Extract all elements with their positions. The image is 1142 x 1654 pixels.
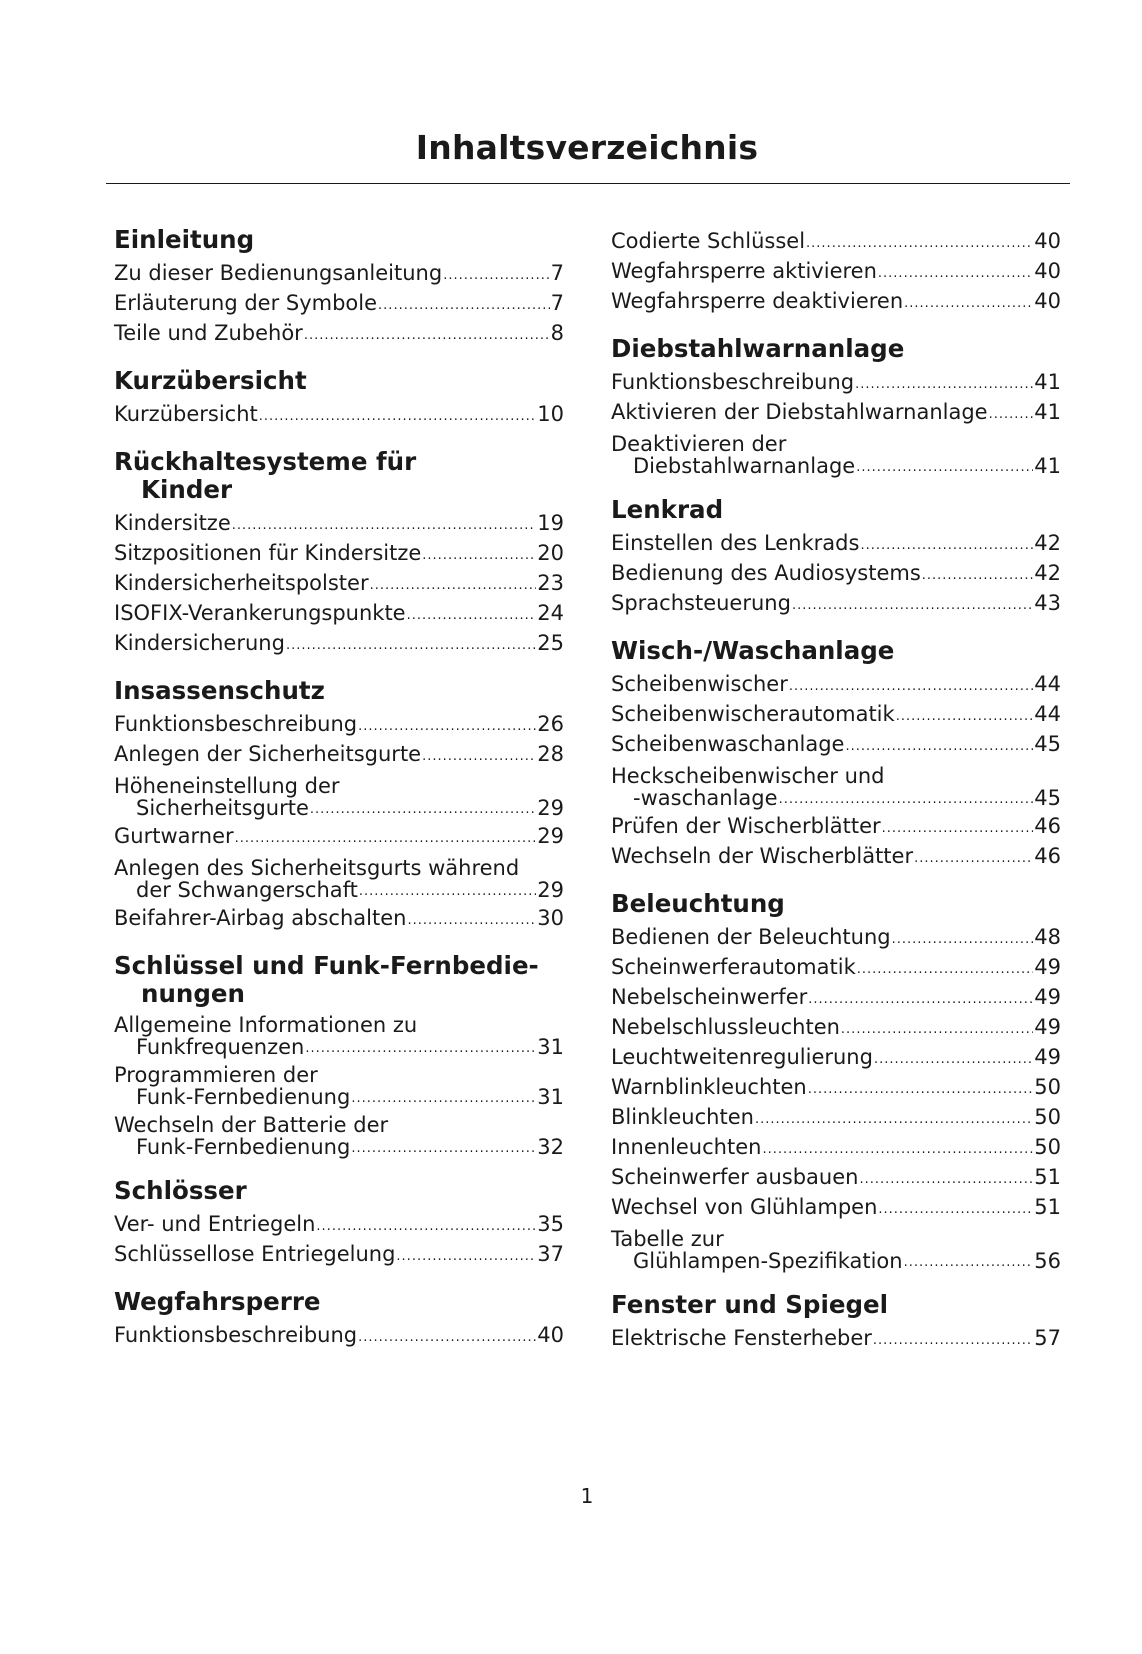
dot-leader (874, 1048, 1033, 1072)
toc-entry-label: Nebelscheinwerfer (611, 985, 808, 1009)
toc-entry-label: Kurzübersicht (114, 402, 258, 426)
dot-leader (422, 745, 536, 769)
toc-entry-page: 45 (1034, 786, 1061, 810)
toc-entry-label: Funktionsbeschreibung (114, 712, 358, 736)
section-heading-text: Wisch-/Waschanlage (611, 636, 895, 665)
dot-leader (779, 791, 1034, 809)
toc-entry-page: 40 (1034, 259, 1061, 283)
toc-entry[interactable] (611, 1012, 1061, 1042)
toc-entry-page: 29 (537, 824, 564, 848)
toc-entry-line (611, 787, 1061, 809)
toc-entry-page: 7 (550, 291, 564, 315)
toc-entry-label: Leuchtweitenregulierung (611, 1045, 873, 1069)
toc-entry-label: Kindersitze (114, 511, 231, 535)
toc-entry-page: 8 (550, 321, 564, 345)
toc-entry-page: 31 (537, 1085, 564, 1109)
toc-entry-label: Heckscheibenwischer und (611, 764, 885, 788)
toc-column-right (611, 226, 1061, 1372)
toc-entry-page: 48 (1034, 925, 1061, 949)
toc-entry-label: Anlegen des Sicherheitsgurts während (114, 856, 520, 880)
toc-entry-label: Scheibenwischerautomatik (611, 702, 895, 726)
section-heading-continued: Kinder (141, 475, 233, 504)
dot-leader (878, 262, 1033, 286)
toc-entry-label: Sitzpositionen für Kindersitze (114, 541, 422, 565)
dot-leader (896, 705, 1034, 729)
section-heading-continued: nungen (141, 979, 245, 1008)
toc-section (114, 448, 564, 658)
toc-entry-page: 42 (1034, 531, 1061, 555)
toc-entry[interactable] (611, 397, 1061, 427)
toc-entry-label: Elektrische Fensterheber (611, 1326, 872, 1350)
toc-entry-page: 49 (1034, 985, 1061, 1009)
toc-entry-page: 50 (1034, 1105, 1061, 1129)
toc-entry-page: 46 (1034, 844, 1061, 868)
toc-entry[interactable] (611, 433, 1061, 477)
section-heading (114, 677, 564, 705)
section-heading (114, 1177, 564, 1205)
toc-entry[interactable] (611, 256, 1061, 286)
toc-entry[interactable] (611, 1323, 1061, 1353)
toc-entry[interactable] (611, 669, 1061, 699)
dot-leader (407, 604, 537, 628)
toc-entry-page: 44 (1034, 702, 1061, 726)
toc-entry-page: 46 (1034, 814, 1061, 838)
section-heading-text: Rückhaltesysteme für (114, 447, 417, 476)
toc-entry[interactable] (114, 709, 564, 739)
dot-leader (922, 564, 1034, 588)
toc-section (611, 890, 1061, 1272)
toc-entry-page: 30 (537, 906, 564, 930)
dot-leader (860, 534, 1033, 558)
toc-entry[interactable] (611, 367, 1061, 397)
toc-section (114, 226, 564, 348)
toc-entry[interactable] (611, 1162, 1061, 1192)
dot-leader (841, 1018, 1033, 1042)
toc-entry-label-continued: Funkfrequenzen (136, 1035, 305, 1059)
toc-entry-label: Aktivieren der Diebstahlwarnanlage (611, 400, 988, 424)
toc-entry-line (114, 1036, 564, 1058)
toc-entry-label: Warnblinkleuchten (611, 1075, 807, 1099)
toc-entry[interactable] (611, 1042, 1061, 1072)
dot-leader (304, 324, 550, 348)
dot-leader (808, 1078, 1034, 1102)
toc-entry-page: 40 (537, 1323, 564, 1347)
toc-entry-page: 50 (1034, 1075, 1061, 1099)
page-title: Inhaltsverzeichnis (415, 128, 759, 167)
toc-entry-page: 43 (1034, 591, 1061, 615)
toc-entry-page: 20 (537, 541, 564, 565)
dot-leader (792, 594, 1033, 618)
dot-leader (904, 1254, 1034, 1272)
toc-entry-page: 29 (537, 796, 564, 820)
toc-entry-line (611, 455, 1061, 477)
toc-entry[interactable] (114, 258, 564, 288)
toc-section (114, 367, 564, 429)
dot-leader (310, 801, 536, 819)
toc-entry[interactable] (611, 765, 1061, 809)
dot-leader (873, 1329, 1033, 1353)
toc-entry[interactable] (114, 821, 564, 851)
section-heading (114, 226, 564, 254)
toc-section (611, 335, 1061, 477)
section-heading (611, 335, 1061, 363)
toc-entry[interactable] (611, 952, 1061, 982)
toc-entry-page: 45 (1034, 732, 1061, 756)
dot-leader (755, 1108, 1033, 1132)
title-divider (106, 183, 1070, 184)
dot-leader (358, 715, 536, 739)
toc-entry-label-continued: Funk-Fernbedienung (136, 1135, 351, 1159)
toc-entry-label: Funktionsbeschreibung (611, 370, 855, 394)
section-heading-text: Einleitung (114, 225, 255, 254)
toc-entry-label-continued: Funk-Fernbedienung (136, 1085, 351, 1109)
toc-section (611, 637, 1061, 871)
toc-entry-line (114, 1086, 564, 1108)
toc-section (611, 226, 1061, 316)
section-heading (611, 496, 1061, 524)
toc-entry-page: 29 (537, 878, 564, 902)
toc-entry-label: Ver- und Entriegeln (114, 1212, 316, 1236)
toc-entry[interactable] (611, 1228, 1061, 1272)
toc-entry-label: Wechsel von Glühlampen (611, 1195, 878, 1219)
toc-section (114, 1288, 564, 1350)
dot-leader (351, 1140, 536, 1158)
toc-section (114, 1177, 564, 1269)
toc-section (611, 1291, 1061, 1353)
dot-leader (989, 403, 1034, 427)
toc-entry[interactable] (114, 568, 564, 598)
dot-leader (914, 847, 1033, 871)
toc-entry[interactable] (611, 226, 1061, 256)
toc-entry[interactable] (114, 399, 564, 429)
toc-entry[interactable] (114, 1014, 564, 1058)
dot-leader (789, 675, 1033, 699)
toc-entry-page: 32 (537, 1135, 564, 1159)
toc-entry-page: 57 (1034, 1326, 1061, 1350)
dot-leader (845, 735, 1033, 759)
toc-entry-page: 28 (537, 742, 564, 766)
toc-entry[interactable] (114, 739, 564, 769)
toc-entry-label-continued: Glühlampen-Spezifikation (633, 1249, 903, 1273)
toc-entry-label: Teile und Zubehör (114, 321, 303, 345)
dot-leader (859, 1168, 1033, 1192)
toc-entry-label: Tabelle zur (611, 1227, 724, 1251)
toc-section (114, 677, 564, 933)
toc-entry-line (114, 879, 564, 901)
toc-entry[interactable] (611, 558, 1061, 588)
dot-leader (856, 459, 1033, 477)
toc-entry[interactable] (611, 811, 1061, 841)
toc-entry-page: 19 (537, 511, 564, 535)
section-heading-text: Kurzübersicht (114, 366, 307, 395)
toc-entry[interactable] (611, 922, 1061, 952)
dot-leader (878, 1198, 1033, 1222)
section-heading (611, 637, 1061, 665)
toc-entry-page: 49 (1034, 1015, 1061, 1039)
toc-entry-page: 25 (537, 631, 564, 655)
toc-entry[interactable] (611, 699, 1061, 729)
dot-leader (422, 544, 536, 568)
dot-leader (396, 1245, 536, 1269)
toc-entry-page: 7 (550, 261, 564, 285)
toc-entry-label: Höheneinstellung der (114, 774, 340, 798)
toc-entry-label: Kindersicherheitspolster (114, 571, 369, 595)
section-heading (114, 448, 564, 504)
toc-entry-page: 49 (1034, 955, 1061, 979)
section-heading (114, 1288, 564, 1316)
toc-entry[interactable] (114, 775, 564, 819)
toc-entry-label: Beifahrer-Airbag abschalten (114, 906, 407, 930)
toc-entry[interactable] (114, 1064, 564, 1108)
toc-entry-page: 50 (1034, 1135, 1061, 1159)
dot-leader (882, 817, 1034, 841)
toc-entry-page: 56 (1034, 1249, 1061, 1273)
toc-entry[interactable] (114, 1209, 564, 1239)
toc-entry-label: Prüfen der Wischerblätter (611, 814, 881, 838)
dot-leader (855, 373, 1033, 397)
toc-entry-label: Programmieren der (114, 1063, 318, 1087)
toc-entry[interactable] (114, 1320, 564, 1350)
toc-entry-page: 40 (1034, 289, 1061, 313)
section-heading-text: Insassenschutz (114, 676, 325, 705)
toc-entry[interactable] (114, 628, 564, 658)
toc-entry[interactable] (611, 1192, 1061, 1222)
toc-entry-line (114, 1136, 564, 1158)
toc-section (114, 952, 564, 1158)
toc-entry-label: Zu dieser Bedienungsanleitung (114, 261, 443, 285)
toc-entry[interactable] (611, 982, 1061, 1012)
toc-entry[interactable] (611, 286, 1061, 316)
toc-entry-label: Innenleuchten (611, 1135, 762, 1159)
toc-entry[interactable] (611, 1072, 1061, 1102)
section-heading-text: Lenkrad (611, 495, 724, 524)
toc-entry-page: 40 (1034, 229, 1061, 253)
dot-leader (370, 574, 537, 598)
toc-entry-page: 44 (1034, 672, 1061, 696)
toc-entry-label: Wegfahrsperre deaktivieren (611, 289, 904, 313)
toc-entry-label: Allgemeine Informationen zu (114, 1013, 418, 1037)
dot-leader (316, 1215, 536, 1239)
toc-entry-page: 37 (537, 1242, 564, 1266)
toc-entry-label: Funktionsbeschreibung (114, 1323, 358, 1347)
toc-entry-label: Scheibenwischer (611, 672, 788, 696)
section-heading (114, 367, 564, 395)
dot-leader (806, 232, 1033, 256)
section-heading-text: Diebstahlwarnanlage (611, 334, 905, 363)
toc-entry-label: Gurtwarner (114, 824, 234, 848)
toc-entry[interactable] (114, 857, 564, 901)
toc-entry[interactable] (114, 1114, 564, 1158)
toc-entry-page: 49 (1034, 1045, 1061, 1069)
dot-leader (378, 294, 550, 318)
toc-entry-page: 51 (1034, 1165, 1061, 1189)
toc-entry-label-continued: -waschanlage (633, 786, 778, 810)
section-heading (611, 890, 1061, 918)
toc-entry-page: 41 (1034, 454, 1061, 478)
dot-leader (407, 909, 536, 933)
section-heading-text: Fenster und Spiegel (611, 1290, 889, 1319)
toc-entry-page: 23 (537, 571, 564, 595)
toc-entry-label-continued: Sicherheitsgurte (136, 796, 309, 820)
toc-entry-label: Sprachsteuerung (611, 591, 791, 615)
toc-entry[interactable] (114, 508, 564, 538)
toc-entry-label-continued: Diebstahlwarnanlage (633, 454, 856, 478)
toc-section (611, 496, 1061, 618)
section-heading-text: Beleuchtung (611, 889, 785, 918)
toc-entry-page: 42 (1034, 561, 1061, 585)
dot-leader (259, 405, 537, 429)
dot-leader (762, 1138, 1033, 1162)
toc-entry-page: 31 (537, 1035, 564, 1059)
toc-entry-page: 35 (537, 1212, 564, 1236)
section-heading-text: Wegfahrsperre (114, 1287, 321, 1316)
toc-entry[interactable] (611, 1102, 1061, 1132)
dot-leader (235, 827, 537, 851)
toc-entry-label: Deaktivieren der (611, 432, 787, 456)
toc-entry[interactable] (114, 288, 564, 318)
toc-column-left (114, 226, 564, 1369)
page-number: 1 (580, 1484, 594, 1508)
toc-entry[interactable] (611, 588, 1061, 618)
toc-entry[interactable] (114, 903, 564, 933)
toc-entry-line (114, 797, 564, 819)
section-heading-text: Schlösser (114, 1176, 247, 1205)
toc-entry-label: Wegfahrsperre aktivieren (611, 259, 877, 283)
toc-entry-label: Anlegen der Sicherheitsgurte (114, 742, 422, 766)
toc-entry-label: Erläuterung der Symbole (114, 291, 378, 315)
toc-entry-label: Wechseln der Batterie der (114, 1113, 389, 1137)
dot-leader (808, 988, 1033, 1012)
toc-entry-label: Schlüssellose Entriegelung (114, 1242, 396, 1266)
dot-leader (904, 292, 1033, 316)
dot-leader (359, 883, 536, 901)
toc-entry-label: ISOFIX-Verankerungspunkte (114, 601, 406, 625)
dot-leader (286, 634, 536, 658)
toc-entry-label: Scheinwerferautomatik (611, 955, 856, 979)
toc-entry-page: 26 (537, 712, 564, 736)
toc-entry-label: Einstellen des Lenkrads (611, 531, 860, 555)
toc-entry-label-continued: der Schwangerschaft (136, 878, 358, 902)
toc-entry-page: 51 (1034, 1195, 1061, 1219)
dot-leader (232, 514, 537, 538)
toc-entry-line (611, 1250, 1061, 1272)
toc-entry-page: 10 (537, 402, 564, 426)
dot-leader (351, 1090, 536, 1108)
dot-leader (857, 958, 1034, 982)
toc-entry-label: Wechseln der Wischerblätter (611, 844, 914, 868)
section-heading-text: Schlüssel und Funk-Fernbedie- (114, 951, 539, 980)
dot-leader (443, 264, 549, 288)
toc-entry-label: Kindersicherung (114, 631, 285, 655)
dot-leader (892, 928, 1034, 952)
dot-leader (305, 1040, 536, 1058)
toc-entry[interactable] (114, 538, 564, 568)
toc-entry[interactable] (114, 598, 564, 628)
toc-entry-label: Scheinwerfer ausbauen (611, 1165, 859, 1189)
section-heading (114, 952, 564, 1008)
toc-entry-label: Bedienen der Beleuchtung (611, 925, 891, 949)
toc-entry-page: 24 (537, 601, 564, 625)
dot-leader (358, 1326, 536, 1350)
section-heading (611, 1291, 1061, 1319)
toc-entry-label: Codierte Schlüssel (611, 229, 806, 253)
toc-entry-label: Bedienung des Audiosystems (611, 561, 921, 585)
toc-entry[interactable] (114, 1239, 564, 1269)
toc-entry-label: Nebelschlussleuchten (611, 1015, 840, 1039)
toc-entry-label: Blinkleuchten (611, 1105, 754, 1129)
toc-entry[interactable] (114, 318, 564, 348)
toc-entry[interactable] (611, 729, 1061, 759)
toc-entry-label: Scheibenwaschanlage (611, 732, 845, 756)
toc-entry[interactable] (611, 528, 1061, 558)
toc-entry[interactable] (611, 1132, 1061, 1162)
toc-entry[interactable] (611, 841, 1061, 871)
toc-entry-page: 41 (1034, 370, 1061, 394)
toc-entry-page: 41 (1034, 400, 1061, 424)
